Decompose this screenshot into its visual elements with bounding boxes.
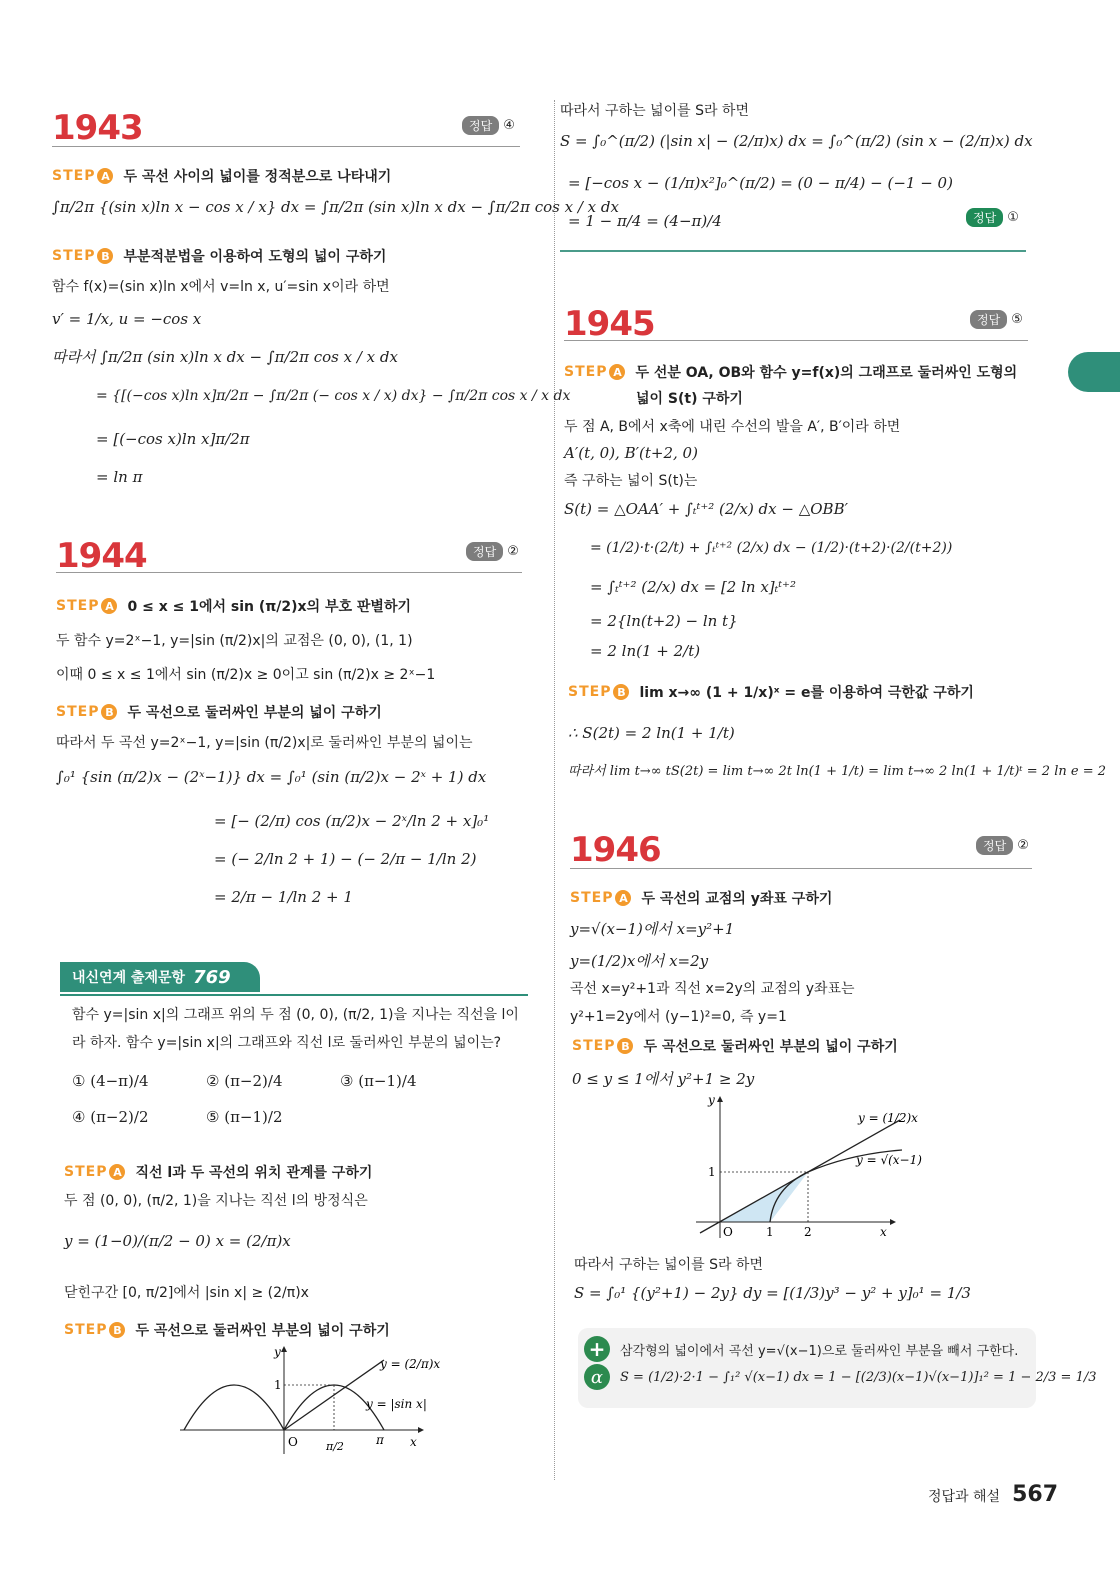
- line-label: y = (1/2)x: [858, 1111, 918, 1125]
- step-title: 두 곡선의 교점의 y좌표 구하기: [641, 891, 833, 907]
- equation: ∫π/2π {(sin x)ln x − cos x / x} dx = ∫π/2π (sin x)ln x dx − ∫π/2π cos x / x dx: [52, 198, 619, 216]
- equation: y=(1/2)x에서 x=2y: [570, 952, 709, 970]
- choice: ⑤ (π−1)/2: [206, 1108, 283, 1126]
- related-problem-header: [60, 962, 528, 996]
- answer-tag-1943: [462, 116, 515, 135]
- equation: S = ∫₀¹ {(y²+1) − 2y} dy = [(1/3)y³ − y² + y]₀¹ = 1/3: [574, 1284, 971, 1302]
- equation: = (− 2/ln 2 + 1) − (− 2/π − 1/ln 2): [214, 850, 477, 868]
- text-line: 두 함수 y=2ˣ−1, y=|sin (π/2)x|의 교점은 (0, 0), (1, 1): [56, 633, 413, 649]
- step-letter: B: [613, 684, 629, 700]
- question-line: 라 하자. 함수 y=|sin x|의 그래프와 직선 l로 둘러싸인 부분의 넓이는?: [72, 1035, 502, 1051]
- text-line: y²+1=2y에서 (y−1)²=0, 즉 y=1: [570, 1009, 787, 1025]
- problem-number-1946: 1946: [570, 830, 661, 870]
- equation: A′(t, 0), B′(t+2, 0): [564, 444, 698, 462]
- step-b-1945: [568, 682, 974, 702]
- step-title: lim x→∞ (1 + 1/x)ˣ = e를 이용하여 극한값 구하기: [639, 685, 974, 701]
- choice: ④ (π−2)/2: [72, 1108, 149, 1126]
- step-label: STEP: [56, 704, 100, 720]
- step-b-related: [64, 1320, 390, 1340]
- answer-tag-1946: [976, 836, 1029, 855]
- answer-label: 정답: [970, 310, 1007, 329]
- column-divider: [554, 100, 555, 1480]
- equation: 0 ≤ y ≤ 1에서 y²+1 ≥ 2y: [572, 1070, 755, 1088]
- step-label: STEP: [52, 168, 96, 184]
- problem-number-1945: 1945: [564, 304, 655, 344]
- text-line: 따라서 구하는 넓이를 S라 하면: [560, 103, 749, 119]
- tip-equation: S = (1/2)·2·1 − ∫₁² √(x−1) dx = 1 − [(2/3)(x−1)√(x−1)]₁² = 1 − 2/3 = 1/3: [620, 1370, 1097, 1385]
- step-letter: B: [101, 704, 117, 720]
- step-b-1946: [572, 1036, 898, 1056]
- choice: ③ (π−1)/4: [340, 1072, 417, 1090]
- tick-pi: π: [376, 1433, 384, 1447]
- text-line: 이때 0 ≤ x ≤ 1에서 sin (π/2)x ≥ 0이고 sin (π/2)x ≥ 2ˣ−1: [56, 667, 436, 683]
- step-letter: A: [615, 890, 631, 906]
- step-label: STEP: [64, 1322, 108, 1338]
- step-a-related: [64, 1162, 372, 1182]
- equation: = (1/2)·t·(2/t) + ∫ₜᵗ⁺² (2/x) dx − (1/2)·(t+2)·(2/(t+2)): [590, 540, 953, 556]
- footer-section: 정답과 해설: [928, 1489, 1001, 1505]
- line-label: y = (2/π)x: [380, 1357, 441, 1371]
- step-title: 두 곡선으로 둘러싸인 부분의 넓이 구하기: [127, 705, 382, 721]
- text-line: 즉 구하는 넓이 S(t)는: [564, 473, 698, 489]
- page-footer: [928, 1482, 1058, 1507]
- equation: ∫₀¹ {sin (π/2)x − (2ˣ−1)} dx = ∫₀¹ (sin (π/2)x − 2ˣ + 1) dx: [56, 768, 487, 786]
- alpha-icon: α: [584, 1364, 610, 1390]
- equation: = [−cos x − (1/π)x²]₀^(π/2) = (0 − π/4) − (−1 − 0): [568, 174, 953, 192]
- equation: y=√(x−1)에서 x=y²+1: [570, 920, 735, 938]
- text-line: 곡선 x=y²+1과 직선 x=2y의 교점의 y좌표는: [570, 981, 855, 997]
- step-letter: B: [617, 1038, 633, 1054]
- step-letter: A: [97, 168, 113, 184]
- plus-icon: +: [584, 1336, 610, 1362]
- x-axis-label: x: [410, 1435, 417, 1449]
- question-line: 함수 y=|sin x|의 그래프 위의 두 점 (0, 0), (π/2, 1)을 지나는 직선을 l이: [72, 1007, 519, 1023]
- text-line: 두 점 A, B에서 x축에 내린 수선의 발을 A′, B′이라 하면: [564, 419, 901, 435]
- answer-value: ①: [1007, 210, 1019, 225]
- step-label: STEP: [52, 248, 96, 264]
- answer-tag-cont: [966, 208, 1019, 227]
- step-title-cont: 넓이 S(t) 구하기: [636, 391, 743, 407]
- problem-number-1943: 1943: [52, 108, 143, 148]
- choice: ① (4−π)/4: [72, 1072, 149, 1090]
- y-axis-label: y: [274, 1345, 281, 1359]
- tick-x1: 1: [766, 1225, 774, 1239]
- equation: = {[(−cos x)ln x]π/2π − ∫π/2π (− cos x / x) dx} − ∫π/2π cos x / x dx: [96, 388, 571, 404]
- x-axis-label: x: [880, 1225, 887, 1239]
- step-a-1944: [56, 596, 411, 616]
- answer-value: ②: [1017, 838, 1029, 853]
- tick-half-pi: π/2: [326, 1440, 344, 1453]
- answer-tag-1944: [466, 542, 519, 561]
- step-title: 두 곡선으로 둘러싸인 부분의 넓이 구하기: [643, 1039, 898, 1055]
- band-number: 769: [193, 966, 231, 988]
- step-title: 두 선분 OA, OB와 함수 y=f(x)의 그래프로 둘러싸인 도형의: [635, 365, 1018, 381]
- answer-value: ②: [507, 544, 519, 559]
- equation: 따라서 ∫π/2π (sin x)ln x dx − ∫π/2π cos x / x dx: [52, 348, 398, 366]
- equation: = 2{ln(t+2) − ln t}: [590, 612, 738, 630]
- equation: v′ = 1/x, u = −cos x: [52, 310, 202, 328]
- tip-box: [578, 1328, 1097, 1408]
- curve-label: y = |sin x|: [366, 1397, 427, 1411]
- equation: = ∫ₜᵗ⁺² (2/x) dx = [2 ln x]ₜᵗ⁺²: [590, 578, 796, 596]
- step-label: STEP: [572, 1038, 616, 1054]
- equation: = 2 ln(1 + 2/t): [590, 642, 701, 660]
- equation: ∴ S(2t) = 2 ln(1 + 1/t): [568, 724, 735, 742]
- tick-one: 1: [274, 1378, 282, 1392]
- equation: = 2/π − 1/ln 2 + 1: [214, 888, 353, 906]
- step-title: 0 ≤ x ≤ 1에서 sin (π/2)x의 부호 판별하기: [127, 599, 412, 615]
- x-axis-arrow: [418, 1427, 424, 1433]
- origin-label: O: [288, 1435, 298, 1449]
- step-label: STEP: [56, 598, 100, 614]
- equation: S = ∫₀^(π/2) (|sin x| − (2/π)x) dx = ∫₀^(π/2) (sin x − (2/π)x) dx: [560, 132, 1033, 150]
- equation: = ln π: [96, 468, 143, 486]
- step-letter: A: [101, 598, 117, 614]
- step-label: STEP: [64, 1164, 108, 1180]
- text-line: 따라서 두 곡선 y=2ˣ−1, y=|sin (π/2)x|로 둘러싸인 부분의 넓이는: [56, 735, 473, 751]
- step-a-1945-cont: [636, 388, 743, 408]
- equation: = [(−cos x)ln x]π/2π: [96, 430, 250, 448]
- band-title: 내신연계 출제문항: [72, 970, 186, 986]
- x-axis-arrow: [890, 1219, 896, 1225]
- y-axis-label: y: [708, 1093, 715, 1107]
- tick-x2: 2: [804, 1225, 812, 1239]
- step-a-1946: [570, 888, 832, 908]
- equation: 따라서 lim t→∞ tS(2t) = lim t→∞ 2t ln(1 + 1/t) = lim t→∞ 2 ln(1 + 1/t)ᵗ = 2 ln e = 2: [568, 764, 1106, 779]
- divider-rule: [56, 572, 522, 573]
- equation: = 1 − π/4 = (4−π)/4: [568, 212, 722, 230]
- step-title: 부분적분법을 이용하여 도형의 넓이 구하기: [123, 249, 387, 265]
- answer-label: 정답: [966, 208, 1003, 227]
- step-letter: B: [109, 1322, 125, 1338]
- tick-y1: 1: [708, 1165, 716, 1179]
- equation: S(t) = △OAA′ + ∫ₜᵗ⁺² (2/x) dx − △OBB′: [564, 500, 849, 518]
- answer-tag-1945: [970, 310, 1023, 329]
- step-title: 두 곡선 사이의 넓이를 정적분으로 나타내기: [123, 169, 392, 185]
- answer-label: 정답: [466, 542, 503, 561]
- step-label: STEP: [570, 890, 614, 906]
- answer-label: 정답: [462, 116, 499, 135]
- step-b-1944: [56, 702, 382, 722]
- step-a-1943: [52, 166, 391, 186]
- answer-value: ④: [503, 118, 515, 133]
- step-a-1945: [564, 362, 1017, 382]
- step-letter: B: [97, 248, 113, 264]
- equation: y = (1−0)/(π/2 − 0) x = (2/π)x: [64, 1232, 291, 1250]
- y-axis-arrow: [717, 1096, 723, 1102]
- choice: ② (π−2)/4: [206, 1072, 283, 1090]
- problem-number-1944: 1944: [56, 536, 147, 576]
- sine-line-graph: [170, 1342, 450, 1462]
- text-line: 닫힌구간 [0, π/2]에서 |sin x| ≥ (2/π)x: [64, 1285, 309, 1301]
- related-band: [60, 962, 260, 992]
- page-number: 567: [1012, 1482, 1059, 1507]
- divider-rule: [570, 868, 1032, 869]
- curve-label: y = √(x−1): [856, 1153, 922, 1167]
- answer-value: ⑤: [1011, 312, 1023, 327]
- text-line: 두 점 (0, 0), (π/2, 1)을 지나는 직선 l의 방정식은: [64, 1193, 368, 1209]
- step-title: 직선 l과 두 곡선의 위치 관계를 구하기: [135, 1165, 373, 1181]
- step-label: STEP: [568, 684, 612, 700]
- text-line: 함수 f(x)=(sin x)ln x에서 v=ln x, u′=sin x이라 하면: [52, 279, 390, 295]
- text-line: 따라서 구하는 넓이를 S라 하면: [574, 1257, 763, 1273]
- divider-rule: [52, 146, 520, 147]
- step-letter: A: [109, 1164, 125, 1180]
- plus-alpha-icon: [584, 1336, 610, 1396]
- step-letter: A: [609, 364, 625, 380]
- equation: = [− (2/π) cos (π/2)x − 2ˣ/ln 2 + x]₀¹: [214, 812, 490, 830]
- origin-label: O: [723, 1225, 733, 1239]
- y-axis-arrow: [281, 1346, 287, 1352]
- divider-rule: [564, 340, 1028, 341]
- step-label: STEP: [564, 364, 608, 380]
- sqrt-line-graph: [690, 1092, 930, 1242]
- step-b-1943: [52, 246, 386, 266]
- section-end-rule: [560, 250, 1026, 252]
- chapter-side-tab: [1068, 352, 1120, 392]
- step-title: 두 곡선으로 둘러싸인 부분의 넓이 구하기: [135, 1323, 390, 1339]
- answer-label: 정답: [976, 836, 1013, 855]
- tip-text: 삼각형의 넓이에서 곡선 y=√(x−1)으로 둘러싸인 부분을 빼서 구한다.: [620, 1344, 1019, 1359]
